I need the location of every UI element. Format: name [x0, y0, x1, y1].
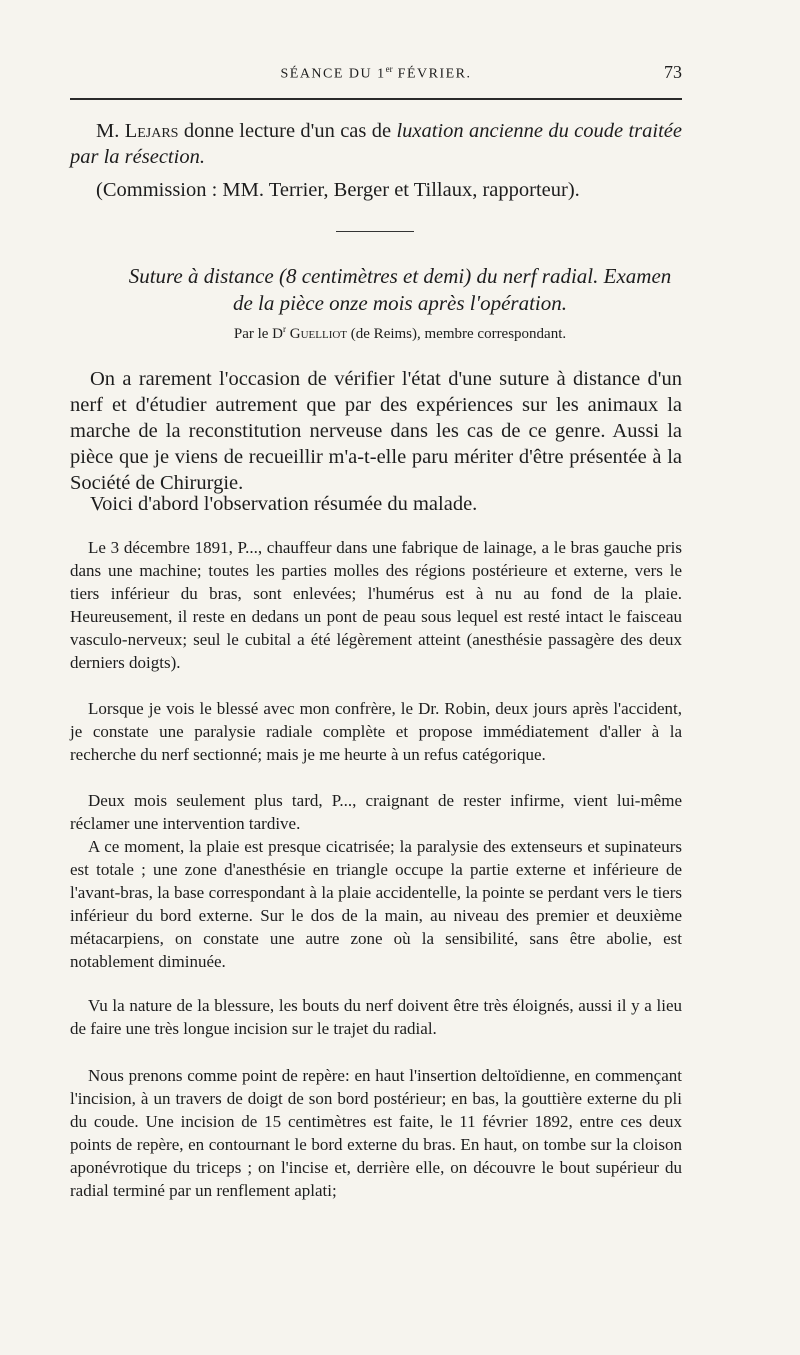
article-title-line-2: de la pièce onze mois après l'opération.: [232, 291, 568, 315]
article-title-line-1: Suture à distance (8 centimètres et demi) du nerf radial. Examen: [128, 264, 672, 288]
header-rule: [70, 98, 682, 100]
page-number: 73: [664, 62, 682, 82]
page-header: [70, 60, 682, 90]
observation-paragraph: Nous prenons comme point de repère: en haut l'insertion deltoïdienne, en commençant l'incision, à un travers de doigt de son bord postérieur; en bas, la gouttière externe du pli du coude. Une incision de 15 centimètres est faite, le 11 février 1892, entre ces deux points de repère, en contournant le bord externe du bras. En haut, on tombe sur la cloison aponévrotique du triceps ; on l'incise et, derrière elle, on découvre le bout supérieur du radial terminé par un renflement aplati;: [70, 1066, 682, 1200]
observation-paragraph: Le 3 décembre 1891, P..., chauffeur dans une fabrique de lainage, a le bras gauche pris dans une machine; toutes les parties molles des régions postérieure et externe, vers le tiers inférieur du bras, sont enlevées; l'humérus est à nu au fond de la plaie. Heureusement, il reste en dedans un pont de peau sous lequel est resté intact le faisceau vasculo-nerveux; seul le cubital a été légèrement atteint (anesthésie passagère des deux derniers doigts).: [70, 538, 682, 672]
author-byline: Par le $D^r$ Guelliot (de Reims), membre correspondant.: [233, 324, 567, 342]
commission-line: (Commission : MM. Terrier, Berger et Tillaux, rapporteur).: [96, 179, 580, 201]
session-notice: M. Lejars donne lecture d'un cas de luxation ancienne du coude traitée par la résection.: [70, 120, 682, 168]
intro-paragraph: Voici d'abord l'observation résumée du malade.: [90, 493, 478, 515]
section-divider: [336, 231, 414, 232]
observation-paragraph: Vu la nature de la blessure, les bouts du nerf doivent être très éloignés, aussi il y a lieu de faire une très longue incision sur le trajet du radial.: [70, 996, 682, 1038]
observation-paragraph: Deux mois seulement plus tard, P..., craignant de rester infirme, vient lui-même réclamer une intervention tardive.: [70, 791, 682, 833]
running-title: SÉANCE DU 1er FÉVRIER.: [280, 64, 472, 82]
observation-paragraph: A ce moment, la plaie est presque cicatrisée; la paralysie des extenseurs et supinateurs est totale ; une zone d'anesthésie en triangle occupe la partie externe et inférieure de l'avant-bras, la base correspondant à la plaie accidentelle, la pointe se perdant vers le tiers inférieur du bord externe. Sur le dos de la main, au niveau des premier et deuxième métacarpiens, on constate une autre zone où la sensibilité, sans être abolie, est notablement diminuée.: [70, 837, 682, 971]
intro-paragraph: On a rarement l'occasion de vérifier l'état d'une suture à distance d'un nerf et d'étudier autrement que par des expériences sur les animaux la marche de la reconstitution nerveuse dans les cas de ce genre. Aussi la pièce que je viens de recueillir m'a-t-elle paru mériter d'être présentée à la Société de Chirurgie.: [70, 368, 682, 494]
observation-paragraph: Lorsque je vois le blessé avec mon confrère, le Dr. Robin, deux jours après l'accident, je constate une paralysie radiale complète et propose immédiatement d'aller à la recherche du nerf sectionné; mais je me heurte à un refus catégorique.: [70, 699, 682, 764]
